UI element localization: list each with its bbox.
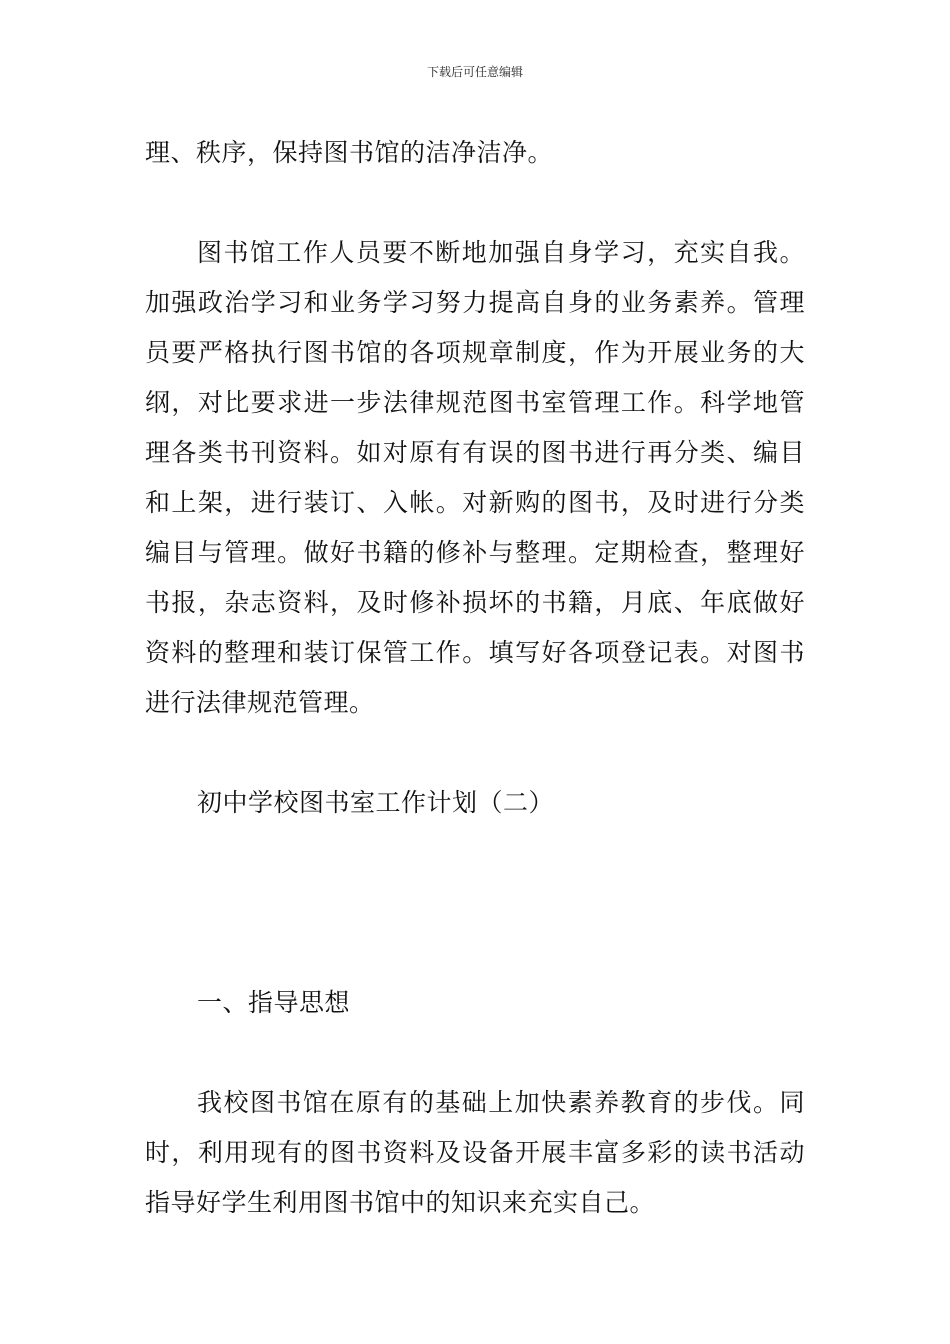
- paragraph-staff-duties: 图书馆工作人员要不断地加强自身学习，充实自我。加强政治学习和业务学习努力提高自身的业务素养。管理员要严格执行图书馆的各项规章制度，作为开展业务的大纲，对比要求进一步法律规范图书室管理工作。科学地管理各类书刊资料。如对原有有误的图书进行再分类、编目和上架，进行装订、入帐。对新购的图书，及时进行分类编目与管理。做好书籍的修补与整理。定期检查，整理好书报，杂志资料，及时修补损坏的书籍，月底、年底做好资料的整理和装订保管工作。填写好各项登记表。对图书进行法律规范管理。: [145, 238, 805, 717]
- section-title-plan-two: 初中学校图书室工作计划（二）: [197, 788, 555, 817]
- page-header: 下载后可任意编辑: [426, 65, 523, 79]
- paragraph-guiding-ideology: 我校图书馆在原有的基础上加快素养教育的步伐。同时，利用现有的图书资料及设备开展丰富多彩的读书活动指导好学生利用图书馆中的知识来充实自己。: [145, 1088, 805, 1217]
- document-body: [145, 128, 805, 1228]
- section-heading-guiding-ideology: 一、指导思想: [197, 988, 351, 1017]
- paragraph-continuation: 理、秩序，保持图书馆的洁净洁净。: [145, 138, 554, 167]
